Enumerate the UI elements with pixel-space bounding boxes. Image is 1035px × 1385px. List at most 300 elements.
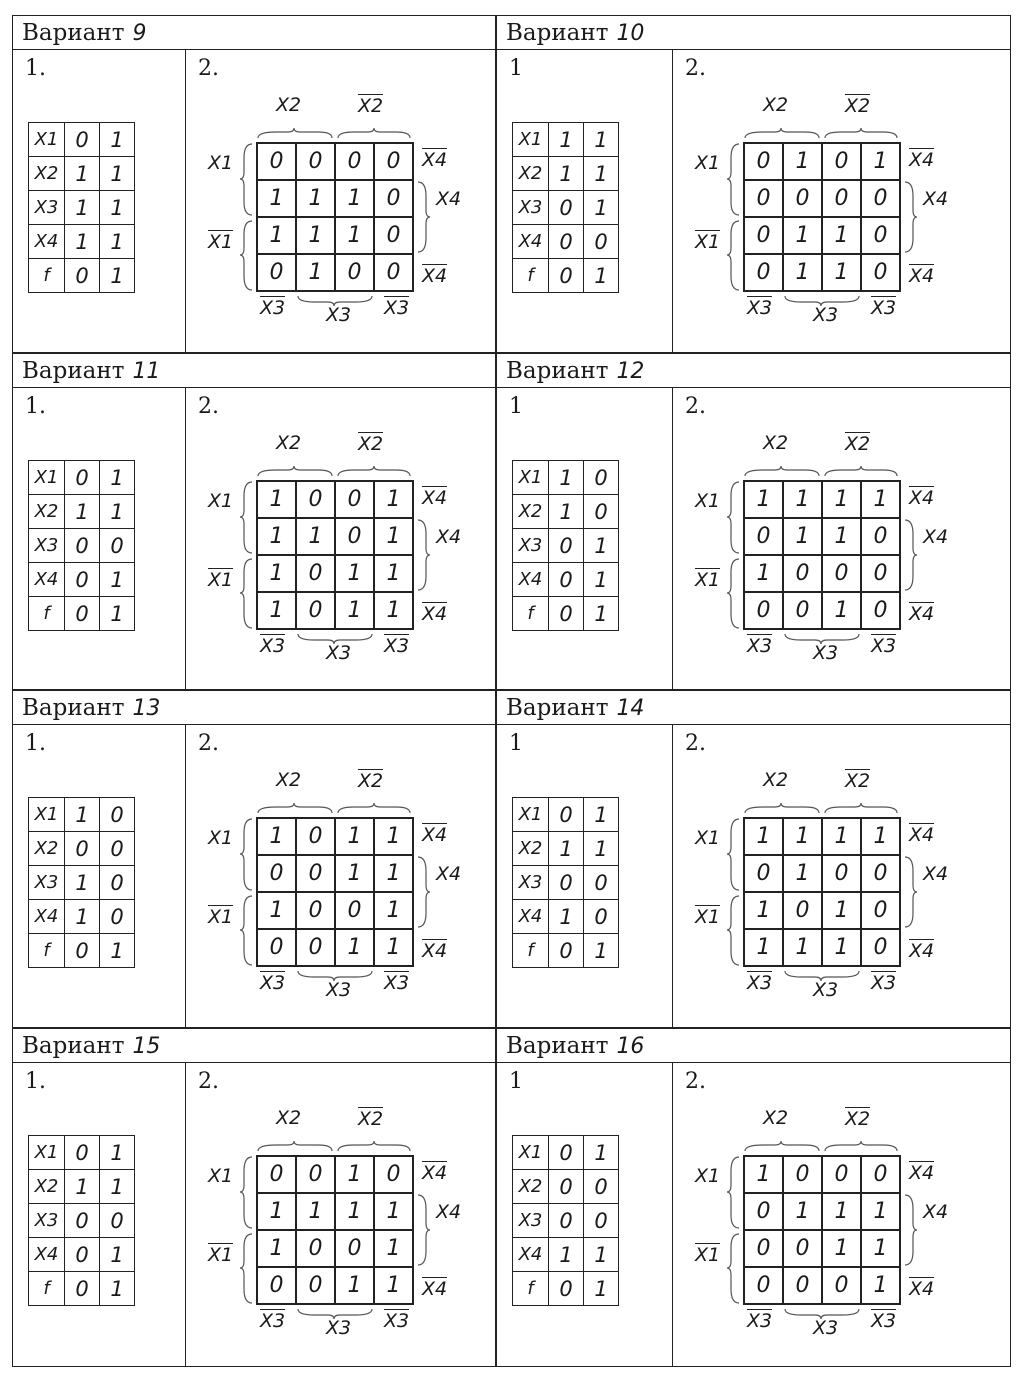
kmap-cell: 1 (257, 592, 296, 629)
kmap-label-x4: X4 (436, 863, 462, 885)
kmap-brackets (673, 1063, 1003, 1363)
kmap-label-x3-bar-left: X3 (747, 297, 773, 319)
truth-var-name: f (29, 934, 65, 968)
bracket-line (240, 819, 252, 890)
kmap-cell: 1 (335, 1193, 374, 1230)
kmap-label-x4-bar-top: X4 (422, 149, 448, 171)
truth-value: 0 (65, 832, 100, 866)
truth-value: 1 (549, 900, 584, 934)
kmap-cell: 1 (822, 892, 861, 929)
kmap-cell: 1 (335, 1267, 374, 1304)
truth-value: 0 (100, 529, 135, 563)
truth-value: 1 (549, 123, 584, 157)
bracket-line (338, 466, 410, 476)
bracket-line (240, 1234, 252, 1303)
truth-table-row (513, 529, 619, 563)
kmap-cell: 0 (861, 254, 900, 291)
kmap-label-x3-bar-right: X3 (384, 1310, 410, 1332)
kmap-cell: 0 (296, 555, 335, 592)
kmap-brackets (673, 725, 1003, 1025)
kmap-cell: 1 (783, 481, 822, 518)
variant-word: Вариант (22, 20, 125, 46)
bracket-line (258, 1141, 332, 1151)
part2-label: 2. (685, 56, 706, 81)
kmap-label-x3-bar-right: X3 (384, 972, 410, 994)
bracket-line (727, 559, 739, 628)
part1-label: 1. (25, 56, 46, 81)
bracket-line (727, 1234, 739, 1303)
truth-table-row (29, 1272, 135, 1306)
kmap-label-x3: X3 (326, 304, 352, 326)
kmap-cell: 1 (257, 518, 296, 555)
kmap-label-x2: X2 (763, 1107, 789, 1129)
truth-table-row (513, 1170, 619, 1204)
truth-var-name: X4 (513, 1238, 549, 1272)
truth-value: 1 (584, 259, 619, 293)
truth-value: 0 (549, 259, 584, 293)
kmap-label-x2-bar: X2 (845, 95, 871, 117)
truth-value: 1 (584, 1238, 619, 1272)
kmap-label-x2: X2 (763, 432, 789, 454)
truth-value: 1 (584, 563, 619, 597)
truth-value: 0 (65, 123, 100, 157)
kmap-cell: 1 (257, 1193, 296, 1230)
truth-var-name: X2 (29, 157, 65, 191)
kmap-cell: 1 (335, 217, 374, 254)
truth-value: 0 (65, 563, 100, 597)
kmap-cell: 1 (861, 1230, 900, 1267)
kmap-cell: 0 (783, 1267, 822, 1304)
kmap-label-x2-bar: X2 (358, 1108, 384, 1130)
kmap-brackets (186, 50, 516, 350)
bracket-line (727, 1157, 739, 1228)
truth-table-row (29, 900, 135, 934)
variant-block (12, 1028, 496, 1367)
kmap-cell: 1 (257, 1230, 296, 1267)
bracket-line (240, 896, 252, 965)
variant-word: Вариант (506, 20, 609, 46)
part1-label: 1. (25, 1069, 46, 1094)
kmap-label-x3-bar-right: X3 (871, 972, 897, 994)
truth-value: 0 (584, 900, 619, 934)
truth-value: 0 (100, 866, 135, 900)
variant-number: 9 (132, 21, 147, 46)
kmap-cell: 0 (744, 1267, 783, 1304)
kmap-label-x2-bar: X2 (358, 770, 384, 792)
truth-value: 1 (584, 529, 619, 563)
truth-var-name: X2 (513, 157, 549, 191)
truth-value: 1 (100, 461, 135, 495)
kmap-cell: 1 (374, 929, 413, 966)
truth-table-row (29, 259, 135, 293)
kmap-cell: 1 (296, 1193, 335, 1230)
kmap-label-x3-bar-left: X3 (260, 297, 286, 319)
truth-value: 1 (584, 1272, 619, 1306)
truth-value: 0 (65, 529, 100, 563)
kmap-cell: 0 (296, 892, 335, 929)
truth-var-name: X2 (29, 495, 65, 529)
part2-cell (673, 388, 1010, 689)
kmap-cell: 1 (861, 481, 900, 518)
kmap-label-x4: X4 (923, 1201, 949, 1223)
bracket-line (905, 857, 917, 927)
truth-table-row (29, 832, 135, 866)
truth-table-row (513, 191, 619, 225)
truth-value: 1 (584, 157, 619, 191)
truth-value: 0 (100, 798, 135, 832)
variant-word: Вариант (22, 358, 125, 384)
truth-value: 1 (100, 191, 135, 225)
truth-table (512, 1135, 619, 1306)
truth-value: 1 (65, 225, 100, 259)
truth-table-row (29, 191, 135, 225)
part2-label: 2. (198, 56, 219, 81)
truth-table-row (29, 1238, 135, 1272)
kmap-cell: 1 (335, 1156, 374, 1193)
kmap-cell: 0 (374, 143, 413, 180)
kmap-label-x4-bar-bottom: X4 (422, 940, 448, 962)
truth-table-row (29, 495, 135, 529)
truth-value: 0 (584, 1170, 619, 1204)
kmap-label-x1: X1 (695, 490, 721, 512)
kmap-cell: 0 (335, 481, 374, 518)
bracket-line (727, 819, 739, 890)
part1-cell (497, 50, 673, 352)
truth-value: 1 (584, 934, 619, 968)
kmap-cell: 1 (374, 1230, 413, 1267)
kmap-cell: 1 (335, 555, 374, 592)
kmap-cell: 1 (374, 518, 413, 555)
kmap-cell: 1 (861, 1267, 900, 1304)
part1-label: 1 (509, 394, 523, 419)
truth-value: 0 (549, 1136, 584, 1170)
bracket-line (240, 221, 252, 290)
truth-table-row (513, 1136, 619, 1170)
truth-var-name: X1 (513, 461, 549, 495)
kmap-cell: 1 (335, 855, 374, 892)
truth-table (28, 1135, 135, 1306)
truth-table-row (29, 157, 135, 191)
kmap-label-x3-bar-right: X3 (871, 1310, 897, 1332)
kmap-cell: 0 (861, 1156, 900, 1193)
variant-word: Вариант (506, 358, 609, 384)
truth-value: 0 (584, 1204, 619, 1238)
kmap-cell: 1 (257, 217, 296, 254)
part2-label: 2. (685, 1069, 706, 1094)
kmap-label-x2-bar: X2 (845, 770, 871, 792)
truth-var-name: X3 (29, 866, 65, 900)
truth-table-row (29, 529, 135, 563)
kmap-cell: 1 (861, 143, 900, 180)
bracket-line (240, 1157, 252, 1228)
kmap-label-x3-bar-right: X3 (384, 635, 410, 657)
truth-var-name: X3 (29, 191, 65, 225)
truth-table-row (29, 1204, 135, 1238)
kmap-cell: 0 (822, 1156, 861, 1193)
kmap-cell: 0 (374, 180, 413, 217)
truth-value: 1 (549, 461, 584, 495)
kmap-label-x2: X2 (763, 94, 789, 116)
truth-table (512, 460, 619, 631)
part2-label: 2. (198, 394, 219, 419)
kmap-label-x3-bar-left: X3 (260, 972, 286, 994)
kmap-label-x1-bar: X1 (208, 231, 234, 253)
kmap-cell: 0 (822, 180, 861, 217)
kmap-cell: 1 (374, 555, 413, 592)
kmap-cell: 0 (335, 518, 374, 555)
truth-table-row (29, 461, 135, 495)
kmap-cell: 0 (783, 1156, 822, 1193)
bracket-line (785, 634, 859, 644)
truth-var-name: X3 (29, 1204, 65, 1238)
truth-table-row (29, 866, 135, 900)
kmap-cell: 0 (296, 1267, 335, 1304)
variant-header (13, 16, 495, 50)
variant-block (496, 15, 1011, 353)
truth-value: 1 (65, 866, 100, 900)
kmap-cell: 0 (374, 217, 413, 254)
kmap-cell: 1 (374, 481, 413, 518)
variant-number: 15 (132, 1034, 161, 1059)
truth-table-row (513, 563, 619, 597)
bracket-line (727, 482, 739, 553)
kmap-cell: 0 (822, 1267, 861, 1304)
truth-value: 1 (100, 597, 135, 631)
bracket-line (338, 803, 410, 813)
kmap-label-x2: X2 (763, 769, 789, 791)
truth-value: 1 (65, 157, 100, 191)
kmap-cell: 0 (257, 1267, 296, 1304)
kmap-cell: 0 (822, 855, 861, 892)
kmap-cell: 1 (374, 855, 413, 892)
truth-table-row (29, 597, 135, 631)
kmap-label-x2: X2 (276, 94, 302, 116)
truth-var-name: X2 (513, 495, 549, 529)
kmap-label-x4-bar-top: X4 (909, 487, 935, 509)
kmap-cell: 0 (744, 143, 783, 180)
truth-table (28, 122, 135, 293)
variant-block (496, 690, 1011, 1028)
bracket-line (240, 144, 252, 215)
truth-table-row (513, 259, 619, 293)
kmap-label-x3-bar-left: X3 (747, 635, 773, 657)
truth-table-row (513, 123, 619, 157)
variant-block (496, 353, 1011, 690)
kmap-label-x3-bar-left: X3 (747, 1310, 773, 1332)
truth-table-row (513, 866, 619, 900)
truth-table-row (513, 900, 619, 934)
truth-value: 1 (65, 1170, 100, 1204)
kmap-label-x1: X1 (208, 490, 234, 512)
kmap-cell: 1 (783, 518, 822, 555)
truth-value: 0 (65, 934, 100, 968)
kmap-brackets (186, 388, 516, 688)
part2-cell (186, 1063, 495, 1366)
kmap-cell: 1 (257, 180, 296, 217)
truth-value: 1 (549, 1238, 584, 1272)
variant-header (497, 1029, 1010, 1063)
kmap-label-x4-bar-top: X4 (422, 487, 448, 509)
kmap-cell: 0 (861, 892, 900, 929)
truth-table (512, 122, 619, 293)
bracket-line (338, 128, 410, 138)
kmap-cell: 1 (744, 892, 783, 929)
kmap-cell: 0 (335, 254, 374, 291)
kmap-cell: 0 (744, 855, 783, 892)
kmap-cell: 1 (374, 592, 413, 629)
kmap-cell: 0 (861, 855, 900, 892)
kmap-cell: 1 (822, 929, 861, 966)
kmap-cell: 0 (335, 143, 374, 180)
kmap-label-x4-bar-bottom: X4 (422, 603, 448, 625)
kmap-cell: 0 (296, 592, 335, 629)
bracket-line (825, 466, 897, 476)
truth-table (28, 460, 135, 631)
truth-table-row (513, 1238, 619, 1272)
bracket-line (418, 520, 430, 590)
truth-table-row (29, 1170, 135, 1204)
bracket-line (825, 1141, 897, 1151)
truth-value: 1 (100, 1136, 135, 1170)
kmap-label-x4-bar-top: X4 (909, 824, 935, 846)
part1-cell (497, 725, 673, 1027)
kmap-cell: 1 (783, 818, 822, 855)
truth-table (28, 797, 135, 968)
bracket-line (418, 1195, 430, 1265)
truth-value: 1 (549, 832, 584, 866)
truth-var-name: X3 (513, 866, 549, 900)
part2-cell (186, 50, 495, 352)
kmap-cell: 0 (296, 818, 335, 855)
kmap-label-x4-bar-bottom: X4 (909, 1278, 935, 1300)
kmap-cell: 0 (861, 518, 900, 555)
kmap-cell: 0 (296, 929, 335, 966)
kmap-cell: 1 (861, 1193, 900, 1230)
kmap-cell: 1 (861, 818, 900, 855)
kmap-cell: 1 (257, 818, 296, 855)
kmap-label-x3-bar-right: X3 (871, 635, 897, 657)
truth-value: 0 (100, 900, 135, 934)
kmap-cell: 0 (257, 929, 296, 966)
kmap-brackets (186, 1063, 516, 1363)
truth-var-name: X1 (513, 123, 549, 157)
kmap-cell: 1 (783, 143, 822, 180)
kmap-label-x2: X2 (276, 1107, 302, 1129)
kmap-label-x3: X3 (326, 1317, 352, 1339)
truth-value: 0 (65, 1136, 100, 1170)
truth-value: 1 (584, 832, 619, 866)
kmap-cell: 1 (822, 1193, 861, 1230)
truth-value: 0 (549, 563, 584, 597)
truth-var-name: X4 (29, 225, 65, 259)
kmap-cell: 0 (861, 592, 900, 629)
truth-value: 1 (549, 157, 584, 191)
kmap-cell: 1 (335, 592, 374, 629)
truth-var-name: X1 (513, 798, 549, 832)
part1-label: 1 (509, 731, 523, 756)
bracket-line (745, 466, 819, 476)
truth-value: 1 (549, 495, 584, 529)
variant-block (12, 690, 496, 1028)
kmap-cell: 1 (822, 217, 861, 254)
part2-label: 2. (198, 731, 219, 756)
kmap-label-x4-bar-top: X4 (909, 149, 935, 171)
bracket-line (905, 1195, 917, 1265)
truth-var-name: X2 (513, 1170, 549, 1204)
truth-var-name: X3 (513, 191, 549, 225)
variant-block (496, 1028, 1011, 1367)
kmap-cell: 1 (822, 481, 861, 518)
bracket-line (745, 128, 819, 138)
kmap-label-x2-bar: X2 (845, 1108, 871, 1130)
kmap-cell: 1 (744, 818, 783, 855)
kmap-cell: 1 (744, 555, 783, 592)
kmap-cell: 0 (783, 892, 822, 929)
kmap-cell: 0 (783, 1230, 822, 1267)
variant-header (497, 354, 1010, 388)
kmap-label-x1: X1 (695, 152, 721, 174)
kmap-cell: 0 (861, 555, 900, 592)
truth-value: 1 (65, 495, 100, 529)
part2-label: 2. (198, 1069, 219, 1094)
bracket-line (905, 182, 917, 252)
variant-number: 16 (616, 1034, 645, 1059)
truth-value: 1 (584, 191, 619, 225)
truth-table-row (513, 225, 619, 259)
kmap-cell: 1 (296, 180, 335, 217)
truth-value: 0 (549, 1272, 584, 1306)
kmap-label-x4: X4 (923, 188, 949, 210)
kmap-cell: 1 (822, 1230, 861, 1267)
kmap-cell: 1 (296, 518, 335, 555)
kmap-label-x1-bar: X1 (208, 1244, 234, 1266)
variant-word: Вариант (22, 695, 125, 721)
kmap-label-x4-bar-top: X4 (909, 1162, 935, 1184)
bracket-line (418, 182, 430, 252)
kmap-label-x4-bar-bottom: X4 (422, 1278, 448, 1300)
truth-value: 0 (549, 529, 584, 563)
bracket-line (258, 803, 332, 813)
bracket-line (825, 128, 897, 138)
bracket-line (418, 857, 430, 927)
kmap-cell: 0 (783, 592, 822, 629)
bracket-line (785, 971, 859, 981)
kmap-label-x3-bar-left: X3 (260, 1310, 286, 1332)
kmap-cell: 0 (296, 855, 335, 892)
part1-cell (13, 1063, 186, 1366)
part2-cell (186, 725, 495, 1027)
kmap-label-x1-bar: X1 (208, 906, 234, 928)
bracket-line (240, 482, 252, 553)
bracket-line (727, 221, 739, 290)
kmap-cell: 1 (335, 180, 374, 217)
kmap-cell: 1 (783, 217, 822, 254)
truth-value: 1 (100, 225, 135, 259)
truth-var-name: X1 (29, 461, 65, 495)
kmap-label-x4: X4 (923, 526, 949, 548)
truth-table-row (513, 495, 619, 529)
kmap-cell: 0 (822, 555, 861, 592)
truth-value: 0 (65, 1204, 100, 1238)
truth-var-name: X4 (513, 900, 549, 934)
kmap-cell: 0 (374, 1156, 413, 1193)
kmap-label-x4-bar-top: X4 (422, 1162, 448, 1184)
truth-var-name: f (513, 1272, 549, 1306)
variant-header (497, 16, 1010, 50)
truth-var-name: X4 (29, 563, 65, 597)
kmap-cell: 0 (744, 217, 783, 254)
kmap-cell: 0 (335, 892, 374, 929)
